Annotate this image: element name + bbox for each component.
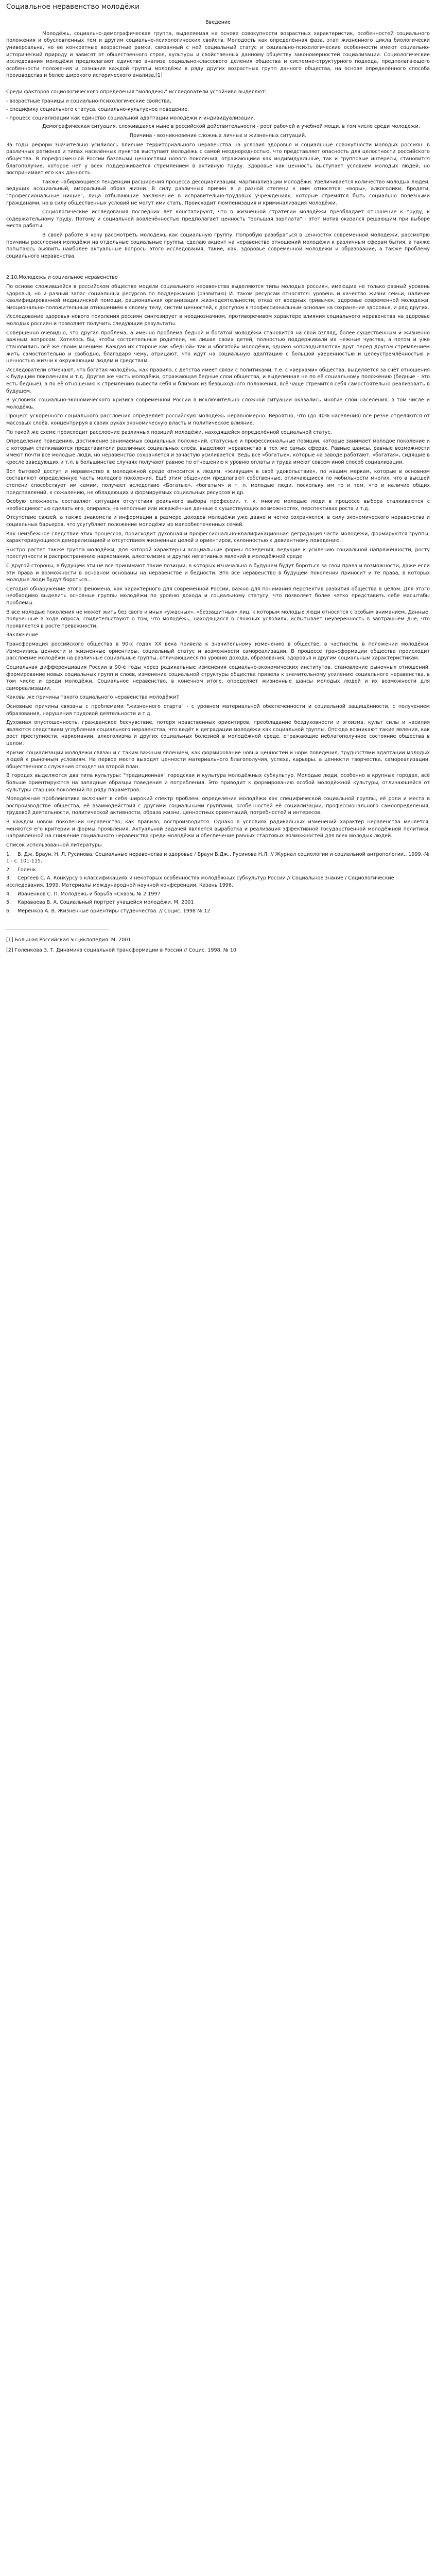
- reference-text: Голенк.: [18, 867, 38, 873]
- conclusion-heading: Заключение: [6, 632, 39, 638]
- reference-text: Иваненков С. П. Молодежь и борьба «Сквозь № 2 1997: [18, 891, 161, 897]
- footnotes: [6, 937, 430, 954]
- reference-item: [6, 908, 430, 915]
- intro-paragraph: В своей работе я хочу рассмотреть молодежь как социальную группу. Попробую разобраться в ценностях современной молодежи, рассмотрю причины расслоения молодёжи на отдельные социальные группы, сделаю акцент на неравенство отношений молодёжи к различным сферам бытия, а также попытаюсь выявить наиболее актуальные вопросы этого исследования, такие, как, здоровье современной молодежи и образование, а также проблему социального неравенства.: [6, 232, 430, 259]
- conclusion-paragraph: Кризис социализации молодежи связан и с таким важным явлением, как формирование новых ценностей и норм поведения, трудностями адаптации молодых людей к рыночным условиям. На первое место выходят ценности материального благополучия, успеха, карьеры, а ценности творчества, самореализации, общественного служения отходят на второй план.: [6, 750, 430, 770]
- section-paragraph: Совершенно очевидно, что другая проблема, а именно проблема бедной и богатой молодёжи становится на свой взгляд, более существенным и жизненно важным вопросом. Хотелось бы, чтобы состоятельные родители, не лишая своих детей, полностью поддерживали их нежные чувства, а потом и уже становились всё же своим мнением: Каждая их стороне как «бедной» так и «богатой» молодёжи, однако «оправдываются» друг перед другом стремлением жить самостоятельно и свободно, благодаря чему, отрицают, что идут на социальную адаптацию с большой уверенностью и целеустремлённостью и ценностью жизни к окружающим людям и средствам.: [6, 330, 430, 364]
- reference-text: Меренков А. В. Жизненные ориентиры студенчества. // Социс. 1998 № 12: [18, 908, 211, 914]
- conclusion-body: [6, 641, 430, 840]
- reference-item: [6, 899, 430, 906]
- reference-item: [6, 851, 430, 865]
- intro-section: [6, 30, 430, 260]
- document-title: Социальное неравенство молодёжи: [6, 3, 139, 11]
- references-list: [6, 851, 430, 915]
- reference-item: [6, 875, 430, 889]
- factor-item: - специфику социального статуса, социально-культурное поведение,: [6, 107, 189, 113]
- footnote: [1] Большая Российская энциклопедия. М. 2001: [6, 937, 131, 943]
- reference-item: [6, 867, 430, 874]
- reference-number: 3.: [6, 875, 11, 882]
- reference-number: 2.: [6, 867, 11, 873]
- intro-paragraph: Среди факторов социологического определения "молодежь" исследователи устойчиво выделяют:: [6, 89, 267, 95]
- conclusion-paragraph: Трансформация российского общества в 90-х годах XX века привела к значительному изменению в обществе, в частности, в положении молодёжи. Изменились ценности и жизненные ориентиры, социальный статус и возможности самореализации. В процессе трансформации общества происходит расслоение молодёжи на различные социальные группы, отличающиеся по уровню дохода, образования, здоровья и другим социальным характеристикам.: [6, 641, 430, 662]
- section-paragraph: По основе сложившейся в российском обществе модели социального неравенства выделяются типы молодых россиян, имеющих не только разный уровень здоровья, но и разный запас социальных ресурсов по поддержанию (развитию) И. таком ресурсам относятся: уровень и качество жизни семьи, наличие квалифицированной медицинской помощи, рациональная организация жизнедеятельности, отказ от вредных привычек, здоровье современной молодежи, эмоционально-положительным отношением к своему телу, систем ценностей, с доступом к профессиональным основам на сохранение здоровья, и ряд других.: [6, 284, 430, 311]
- intro-paragraph: Молодёжь, социально-демографическая группа, выделяемая на основе совокупности возрастных характеристик, особенностей социального положения и обусловленных тем и другим социально-психологических свойств. Молодость как определённая фаза, этап жизненного цикла биологически универсальна, но её конкретные возрастные рамки, связанный с ней социальный статус и социально-психологические особенности имеют социально-исторический природу и зависят от общественного строя, культуры и свойственных данному обществу закономерностей социализации. Социологические исследования молодёжи предполагают единство анализа социально-классового деления общества и системно-структурного подхода, предполагающего особенности положения и сознания каждой группы молодёжи в ряду других возрастных групп данного общества, на основе определённого способа производства и более широкого исторического анализа.[1]: [6, 30, 430, 79]
- conclusion-paragraph: Основные причины связаны с проблемами "жизненного старта" - с уровнем материальной обеспеченности и социальной защищённости, с получением образования, нарушения трудовой деятельности и т.д.: [6, 703, 430, 717]
- factor-item: - процесс социализации как единство социальной адаптации молодежи и индивидуализации.: [6, 115, 255, 121]
- reference-text: Сергеев С. А. Конкурсу о классификациях и некоторых особенностях молодёжных субкультур России // Социальное знание / Социологические исследования. 1999. Материалы международной научной конференции. Казань 1996.: [6, 875, 394, 888]
- section-paragraph: Быстро растет также группа молодёжи, для которой характерны асоциальные формы поведения, ведущие к усилению социальной напряжённости, росту преступности и распространению наркомании, алкоголизма и других негативных явлений в молодёжной среде.: [6, 547, 430, 560]
- section-paragraph: Сегодня обнаружение этого феномена, как характерного для современной России, важно для понимания перспектив развития общества в целом. Для этого необходимо выделить основные группы молодёжи по уровню дохода и социальному статусу, что позволяет более четко представить себе масштабы проблемы.: [6, 586, 430, 606]
- reference-number: 5.: [6, 900, 11, 906]
- section-paragraph: Отсутствие связей, а также знакомств и информации в размере доходов молодёжи уже давно и четко сохраняется, в силу экономического неравенства и социальных барьеров, что усугубляет положение молодёжи из малообеспеченных семей.: [6, 515, 430, 528]
- section-paragraph: С другой стороны, в будущем эти не все принимают такие позиции, в которых изначально в будущем будут бороться за свои права и возможности, даже если эти права и возможности в основном основаны на неравенстве и бедности. Это все неравенство в будущем поколении приносит и те права, в которых молодые люди будут бороться...: [6, 563, 430, 583]
- conclusion-paragraph: Духовная опустошенность, гражданское бесчувствие, потеря нравственных ориентиров, преобладание бездуховности и эгоизма, культ силы и насилия являются следствием углубления социального неравенства, что ведёт к деградации молодёжи как социальной группы. Отсюда возникают такие явления, как рост преступности, наркомании, алкоголизма и других социальных болезней в молодёжной среде, отражающие неблагополучное состояние общества в целом.: [6, 720, 430, 747]
- conclusion-paragraph: В городах выделяются два типа культуры: "традиционная" городская и культура молодёжных субкультур. Молодые люди, особенно в крупных городах, всё больше ориентируются на западные образцы поведения и потребления. Это приводит к формированию особой молодёжной культуры, отличающейся от культуры старших поколений по ряду параметров.: [6, 773, 430, 793]
- reference-item: [6, 891, 430, 898]
- section-paragraph: В все молодые поколения не может жить без свого и иных «ужасных», «беззащитных» лиц, к которым молодые люди относятся с особым вниманием. Данные, полученные в ходе опроса, свидетельствуют о том, что молодёжь, находящаяся в сложных условиях, испытывает неуверенность в завтрашнем дне, что проявляется в росте тревожности.: [6, 609, 430, 629]
- section-paragraph: Определение поведению, достижение занимаемых социальных положений, статусные и профессиональные позиции, которые занимает молодое поколение и с которым сталкиваются представители различных социальных слоёв, выделяют неравенство в тех же самых сферах. Равные шансы, равные возможности имеют почти все молодые люди, но неравенство сохраняется и зачастую усиливается. Ведь все «богатые», которые на заводе работают, «богатая», сидящие в кресле заведующих и т.п. в большинстве случаях получают равное по отношению к уровню оплаты и труда имеют совсем иной способ социализации.: [6, 438, 430, 466]
- conclusion-paragraph: Молодёжная проблематика включает в себя широкий спектр проблем: определение молодёжи как специфической социальной группы, её роли и места в воспроизводстве общества, её взаимодействия с другими социальными группами, особенностей её социализации, профессионального самоопределения, трудовой деятельности, политической активности, образа жизни, ценностных ориентаций, потребностей и интересов.: [6, 796, 430, 816]
- section-paragraph: В условиях социально-экономического кризиса современной России в исключительно сложной ситуации оказались многие слои населения, в том числе и молодёжь.: [6, 397, 430, 410]
- conclusion-paragraph: Социальная дифференциация России в 90-е годы через радикальные изменения социально-экономических институтов, становление рыночных отношений, формирование новых социальных групп и слоёв, изменение социальной структуры общества привела к значительному усилению социального неравенства, в том числе и среди молодёжи. Социальное неравенство, в конечном итоге, определяет жизненные шансы молодых людей и их возможности для самореализации.: [6, 664, 430, 691]
- references-heading: Список использованной литературы: [6, 842, 102, 848]
- section-paragraph: Исследователи отмечают, что богатая молодёжь, как правило, с детства имеет связи с политиками, т.е. с «верхами» общества, выделяется за счёт отношения к будущим поколениям и т.д. Другая же часть молодёжи, отражающая бедные слои общества, и выделенная не по её социальному положению (бедные – это есть бедные), а по её отношению к стремлению вывести себя и близких из безвыходного положения, всё чаще стремится себя самостоятельно реализовать в будущем.: [6, 367, 430, 394]
- intro-paragraph: Социологические исследования последних лет констатируют, что в жизненной стратегии молодёжи преобладает отношение к труду, к содержательному труду. Потому и социальной вовлечённостью предполагает ценность "Большая зарплата" - этот мотив оказался решающим при выборе места работы.: [6, 209, 430, 229]
- footnote: [2] Голенкова З. Т. Динамика социальной трансформации в России // Социс. 1998. № 10: [6, 947, 237, 954]
- section-paragraph: Особую сложность составляет ситуация отсутствия реального выбора профессии, т. к. многие молодые люди в процессе выбора сталкиваются с необходимостью сделать его, опираясь на неполные или искажённые данные о существующих возможностях, перспективах роста и т.д.: [6, 499, 430, 512]
- intro-subheading: Причина - возникновение сложных личных и жизненных ситуаций.: [129, 133, 307, 139]
- section-paragraph: Исследование здоровья нового поколения россиян синтезирует в неоднозначном, противоречивом характере влияния социального неравенства на здоровье молодых россиян и позволяет получить следующие результаты.: [6, 314, 430, 327]
- reference-number: 4.: [6, 891, 11, 897]
- reference-number: 1.: [6, 851, 11, 857]
- reference-text: Караваева В. А. Социальный портрет учащейся молодёжи. М. 2001: [18, 900, 194, 906]
- conclusion-paragraph: В каждом новом поколении неравенство, как правило, воспроизводится. Однако в условиях радикальных изменений характер неравенства меняется, меняются его критерии и формы проявления. Актуальной задачей является выработка и реализация эффективной государственной молодёжной политики, направленной на снижение социального неравенства среди молодёжи и обеспечение равных стартовых возможностей для всех молодых людей.: [6, 819, 430, 839]
- factor-item: - возрастные границы и социально-психологические свойства,: [6, 98, 171, 104]
- intro-paragraph: За годы реформ значительно усилилось влияние территориального неравенства на условия здоровья и социальные совокупности молодых россиян: в различных регионах и типах населённых пунктов выступает молодёжь с самой неоднородностью, что представляет опасность для целостности российского общества. В пореформенной России базовыми ценностями нового поколения, отражающими как индивидуальные, так и групповые интересы, становится благополучие, которое нет у всех поддерживается стремлением в активную труду. Здоровье как ценность выступает условием молодых людей, но воспринимает его как данность.: [6, 142, 430, 176]
- document-page: [0, 0, 436, 969]
- reference-number: 6.: [6, 908, 11, 914]
- section-paragraph: Процесс ускоренного социального расслоения определяет российскую молодёжь неравномерно. Вероятно, что (до 40% населения) все резче отделяются от массовых слоёв, концентрируя в своих руках экономическую власть и политическое влияние.: [6, 413, 430, 427]
- conclusion-paragraph: Каковы же причины такого социального неравенства молодёжи?: [6, 694, 179, 701]
- intro-paragraph: Демографическая ситуация, сложившаяся ныне в российской действительности - рост рабочей и учебной мощи, в том числе среди молодежи.: [42, 124, 420, 130]
- section-paragraph: По такой же схеме происходит расслоение различных позиций молодёжи, находящейся определённой социальной статус.: [6, 429, 332, 435]
- intro-paragraph: Также набирающиеся тенденции расширения процесса десоциализации, маргинализации молодёжи. Увеличивается количество молодых людей, ведущих асоциальный, аморальный образ жизни. В силу различных причин в и разной степени к ним относятся: «воры», алкоголики, бродяги, "профессиональные нищие", лица отбывающие заключение в исправительно-трудовых учреждениях, которые стремятся быть социально полезными гражданами, но в силу общественных условий не могут ими стать. Происходит люмпенизация и криминализация молодёжи.: [6, 179, 430, 206]
- intro-heading: Введение: [205, 20, 231, 26]
- section-paragraph: Вот бытовой доступ и неравенство в молодёжной среде относится к людям, «живущим в своё удовольствие», по нашим меркам, которые в основном составляют определённую часть молодого поколения. Ещё этим общением предлагают собственные, отличающиеся по мобильности многих, что в высшей степени способствует им самим, получает вследствие «Богатые», «богатым» и т. п. молодые люди, поскольку им то и тем, что и наличие общих представлений, к сожалению, не обладающих и формируемых социальных ресурсов и др.: [6, 468, 430, 496]
- section-heading: 2.10.Молодежь и социальное неравенство: [6, 275, 118, 281]
- section-paragraph: Как неизбежное следствие этих процессов, происходит духовная и профессионально-квалификационная деградация части молодёжи, формируются группы, характеризующиеся деморализацией и отсутствием жизненных целей и ориентиров, склонностью к девиантному поведению.: [6, 531, 430, 544]
- section-body: [6, 283, 430, 630]
- reference-text: В. Дж. Браун, Н. Л. Русинова. Социальные неравенства и здоровье / Браун В.Дж., Русинова Н.Л. // Журнал социологии и социальной антропологии., 1999.-№ 1.- с. 101-115.: [6, 851, 430, 865]
